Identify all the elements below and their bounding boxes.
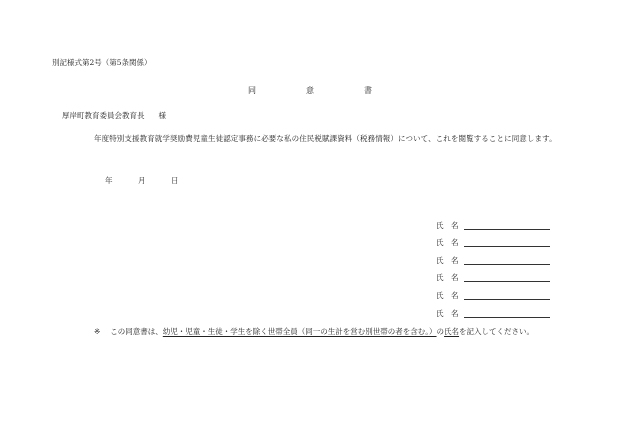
signature-name-field[interactable] <box>464 291 550 300</box>
signature-row <box>436 266 556 284</box>
signature-label: 氏 名 <box>436 308 459 318</box>
form-number: 別記様式第2号（第5条関係） <box>52 58 152 67</box>
date-line <box>105 175 179 186</box>
signature-row <box>436 301 556 319</box>
signature-label: 氏 名 <box>436 290 459 300</box>
document-title <box>248 85 372 96</box>
signature-label: 氏 名 <box>436 255 459 265</box>
signature-label: 氏 名 <box>436 238 459 248</box>
signature-name-field[interactable] <box>464 256 550 265</box>
note-prefix: この同意書は、 <box>110 327 163 336</box>
signature-row <box>436 248 556 266</box>
note-mark: ※ <box>94 327 101 336</box>
note-underlined-household: 幼児・児童・生徒・学生を除く世帯全員（同一の生計を営む別世帯の者を含む。） <box>162 327 437 336</box>
signature-row <box>436 283 556 301</box>
signature-name-field[interactable] <box>464 273 550 282</box>
signature-label: 氏 名 <box>436 220 459 230</box>
addressee-honorific: 様 <box>158 111 166 120</box>
signature-row <box>436 231 556 249</box>
signature-list <box>436 213 556 319</box>
signature-name-field[interactable] <box>464 221 550 230</box>
title-char: 意 <box>306 86 314 95</box>
note-middle: の <box>436 327 445 336</box>
signature-name-field[interactable] <box>464 309 550 318</box>
title-char: 同 <box>248 86 256 95</box>
date-year-label: 年 <box>105 176 113 185</box>
consent-body-text: 年度特別支援教育就学奨励費児童生徒認定事務に必要な私の住民税賦課資料（税務情報）について、これを閲覧することに同意します。 <box>94 134 557 143</box>
signature-label: 氏 名 <box>436 273 459 283</box>
note-underlined-name: 氏名 <box>444 327 460 336</box>
addressee <box>62 110 166 121</box>
date-month-label: 月 <box>138 176 146 185</box>
instruction-note <box>94 326 534 337</box>
note-suffix: を記入してください。 <box>459 327 535 336</box>
signature-name-field[interactable] <box>464 238 550 247</box>
addressee-name: 厚岸町教育委員会教育長 <box>62 111 145 120</box>
title-char: 書 <box>364 86 372 95</box>
signature-row <box>436 213 556 231</box>
date-day-label: 日 <box>171 176 179 185</box>
